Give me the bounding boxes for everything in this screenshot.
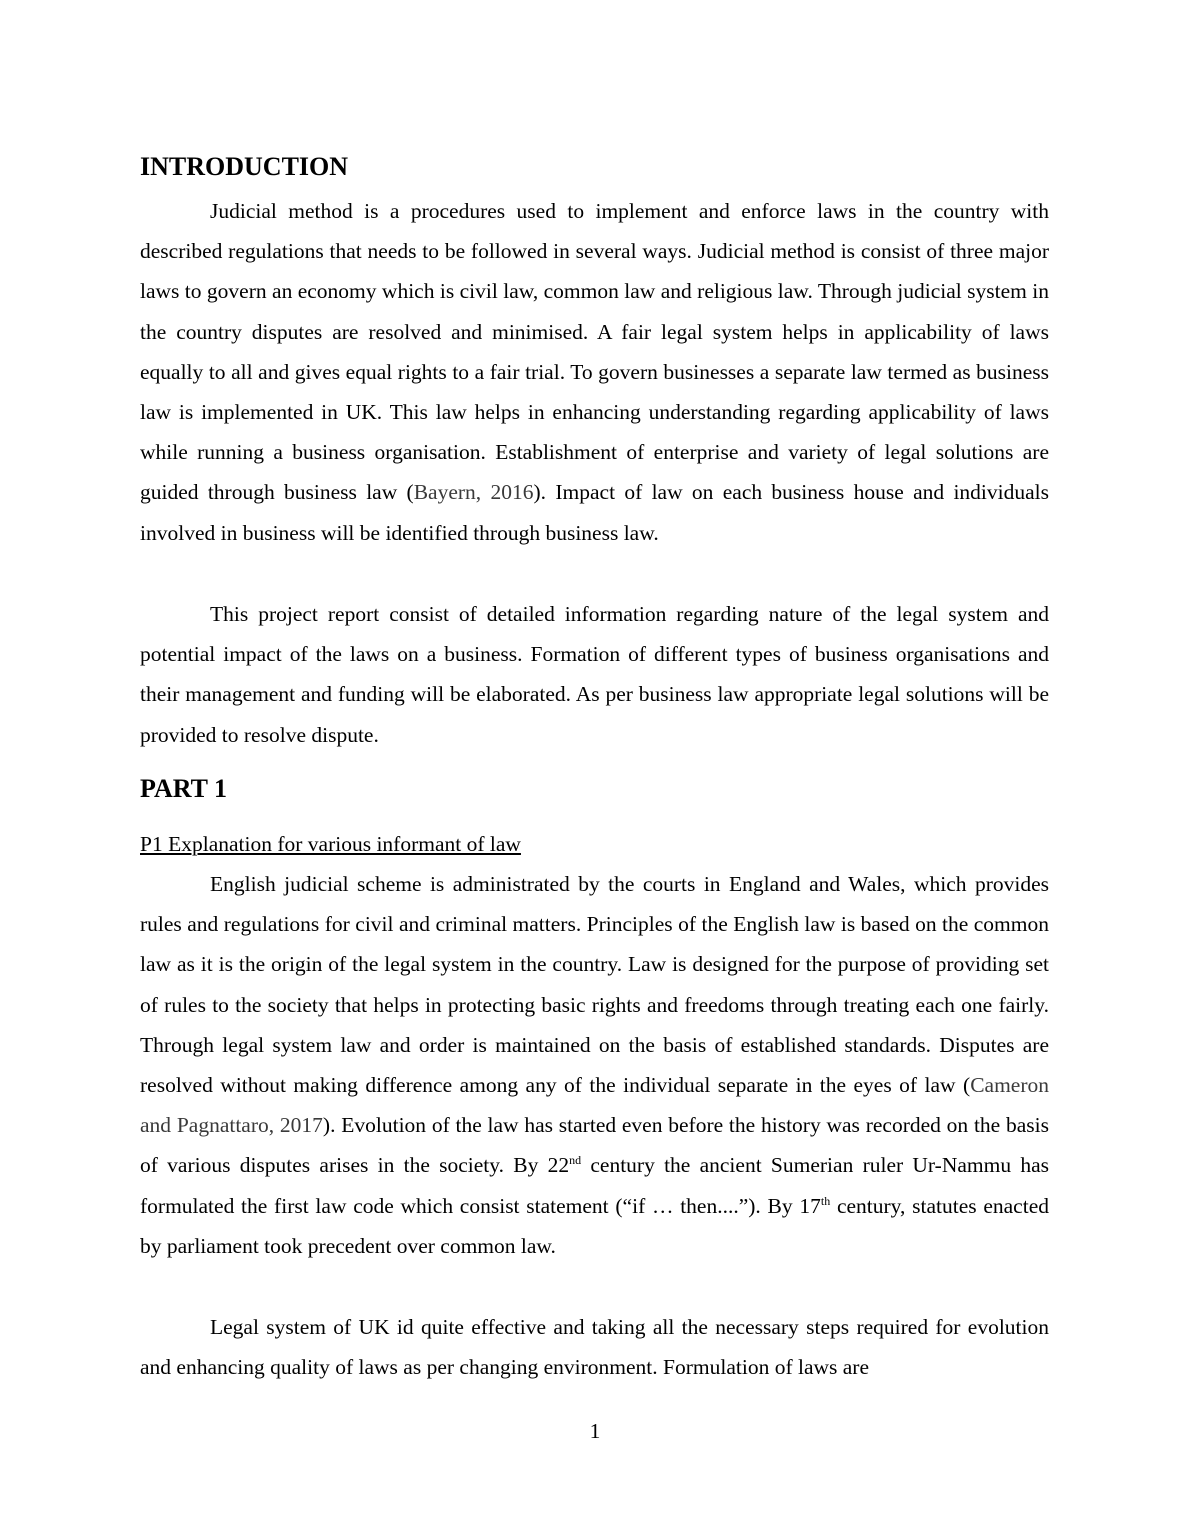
introduction-paragraph-1 <box>140 191 1049 553</box>
citation: Bayern, 2016 <box>413 480 534 505</box>
part1-paragraph-2: Legal system of UK id quite effective and taking all the necessary steps required for evolution and enhancing quality of laws as per changing environment. Formulation of laws are <box>140 1315 1049 1380</box>
ordinal-suffix: nd <box>569 1153 582 1168</box>
paragraph-text: ). Evolution of the law has started even before the history was recorded on the basis of various disputes arises in the society. By 22 <box>140 1113 1049 1178</box>
page-number: 1 <box>589 1419 601 1443</box>
ordinal-suffix: th <box>820 1193 831 1208</box>
paragraph-text: century the ancient Sumerian ruler Ur-Nammu has formulated the first law code which consist statement (“if … then....”). By 17 <box>140 1153 1050 1218</box>
introduction-paragraph-2: This project report consist of detailed information regarding nature of the legal system and potential impact of the laws on a business. Formation of different types of business organisations and their management and funding will be elaborated. As per business law appropriate legal solutions will be provided to resolve dispute. <box>140 602 1049 747</box>
part1-subheading: P1 Explanation for various informant of law <box>140 832 521 856</box>
paragraph-text: English judicial scheme is administrated by the courts in England and Wales, which provides rules and regulations for civil and criminal matters. Principles of the English law is based on the common law as it is the origin of the legal system in the country. Law is designed for the purpose of providing set of rules to the society that helps in protecting basic rights and freedoms through treating each one fairly. Through legal system law and order is maintained on the basis of established standards. Disputes are resolved without making difference among any of the individual separate in the eyes of law ( <box>140 872 1049 1098</box>
paragraph-text: Judicial method is a procedures used to implement and enforce laws in the country with described regulations that needs to be followed in several ways. Judicial method is consist of three major laws to govern an economy which is civil law, common law and religious law. Through judicial system in the country disputes are resolved and minimised. A fair legal system helps in applicability of laws equally to all and gives equal rights to a fair trial. To govern businesses a separate law termed as business law is implemented in UK. This law helps in enhancing understanding regarding applicability of laws while running a business organisation. Establishment of enterprise and variety of legal solutions are guided through business law ( <box>140 199 1049 505</box>
paragraph-text: ). Impact of law on each business house and individuals involved in business will be identified through business law. <box>140 480 1049 545</box>
introduction-heading: INTRODUCTION <box>140 152 349 181</box>
part1-heading: PART 1 <box>140 774 227 803</box>
part1-paragraph-1 <box>140 864 1049 1266</box>
citation: Cameron and Pagnattaro, 2017 <box>140 1073 1049 1138</box>
paragraph-text: century, statutes enacted by parliament took precedent over common law. <box>140 1193 1049 1258</box>
